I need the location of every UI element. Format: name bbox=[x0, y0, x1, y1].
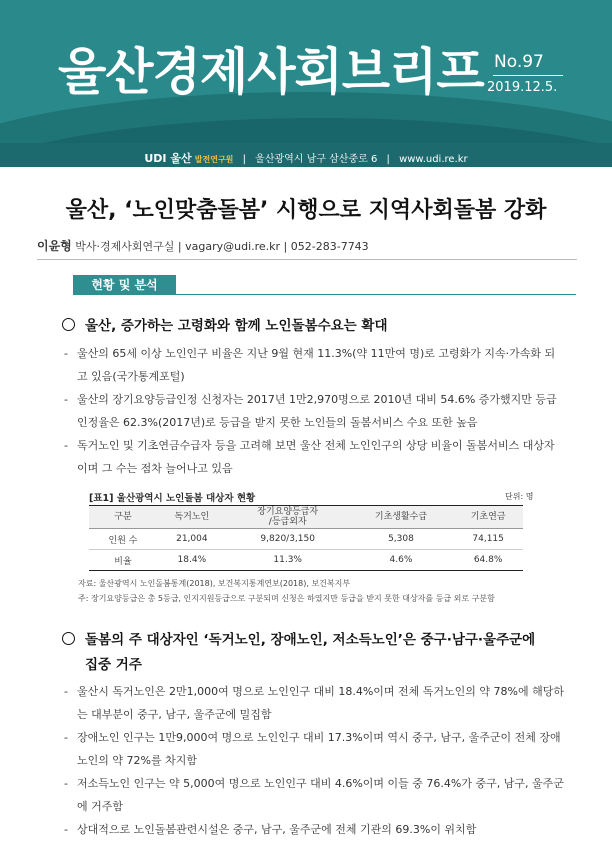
table-header-cell: 기초연금 bbox=[453, 506, 523, 529]
header-info-line bbox=[0, 150, 612, 166]
header-banner bbox=[0, 0, 612, 167]
table-cell: 4.6% bbox=[349, 550, 454, 571]
list-item: - 울산시 독거노인은 2만1,000여 명으로 노인인구 대비 18.4%이며 전체 독거노인의 약 78%에 해당하는 대부분이 중구, 남구, 울주군에 밀집함 bbox=[64, 685, 565, 721]
address-text: 울산광역시 남구 삼산중로 6 bbox=[255, 154, 378, 165]
table-header-cell: 장기요양등급자 /등급외자 bbox=[227, 506, 349, 529]
table-header-cell: 기초생활수급 bbox=[349, 506, 454, 529]
table-unit: 단위: 명 bbox=[505, 492, 534, 501]
circle-bullet-icon bbox=[62, 632, 75, 645]
table-row bbox=[89, 529, 523, 550]
list-item: - 상대적으로 노인돌봄관련시설은 중구, 남구, 울주군에 전체 기관의 69.3%이 위치함 bbox=[64, 823, 477, 836]
list-item: - 장애노인 인구는 1만9,000여 명으로 노인인구 대비 17.3%이며 역시 중구, 남구, 울주군이 전체 장애노인의 약 72%를 차지함 bbox=[64, 731, 561, 767]
section-tag: 현황 및 분석 bbox=[73, 275, 176, 295]
table-cell: 18.4% bbox=[157, 550, 227, 571]
separator: | bbox=[242, 154, 246, 165]
title-divider bbox=[37, 259, 577, 260]
udi-logo: UDI 울산 bbox=[144, 152, 192, 165]
website-link[interactable]: www.udi.re.kr bbox=[399, 154, 468, 165]
separator: | bbox=[386, 154, 390, 165]
table-header-row bbox=[89, 506, 523, 529]
table-row bbox=[89, 550, 523, 571]
elderly-care-table bbox=[89, 505, 523, 571]
section2-heading: 돌봄의 주 대상자인 ‘독거노인, 장애노인, 저소득노인’은 중구·남구·울주군에 집중 거주 bbox=[62, 628, 582, 673]
table-cell: 11.3% bbox=[227, 550, 349, 571]
table-cell: 비율 bbox=[89, 550, 157, 571]
section-tag-line bbox=[176, 294, 576, 295]
author-line bbox=[37, 237, 369, 254]
table-cell: 9,820/3,150 bbox=[227, 529, 349, 550]
table-header-cell: 독거노인 bbox=[157, 506, 227, 529]
circle-bullet-icon bbox=[62, 318, 75, 331]
table-cell: 74,115 bbox=[453, 529, 523, 550]
table-cell: 21,004 bbox=[157, 529, 227, 550]
table-cell: 64.8% bbox=[453, 550, 523, 571]
author-info: 박사·경제사회연구실 | vagary@udi.re.kr | 052-283-7743 bbox=[75, 240, 369, 253]
section1-heading: 울산, 증가하는 고령화와 함께 노인돌봄수요는 확대 bbox=[62, 314, 388, 334]
table-source: 자료: 울산광역시 노인돌봄통계(2018), 보건복지통계연보(2018), 보건복지부 bbox=[78, 579, 351, 588]
author-name: 이윤형 bbox=[37, 239, 72, 253]
issue-divider bbox=[493, 75, 563, 76]
table-footnote: 주: 장기요양등급은 총 5등급, 인지지원등급으로 구분되며 신청은 하였지만 등급을 받지 못한 대상자를 등급 외로 구분함 bbox=[78, 594, 495, 603]
issue-date: 2019.12.5. bbox=[487, 80, 558, 95]
publication-title: 울산경제사회브리프 bbox=[58, 43, 484, 101]
list-item: - 울산의 장기요양등급인정 신청자는 2017년 1만2,970명으로 2010년 대비 54.6% 증가했지만 등급 인정율은 62.3%(2017년)로 등급을 받지 못한 노인들의 돌봄서비스 수요 또한 높음 bbox=[64, 393, 557, 429]
udi-logo-sub: 발전연구원 bbox=[194, 155, 234, 164]
table-cell: 5,308 bbox=[349, 529, 454, 550]
article-title: 울산, ‘노인맞춤돌봄’ 시행으로 지역사회돌봄 강화 bbox=[65, 198, 547, 223]
issue-number: No.97 bbox=[494, 52, 544, 72]
table-cell: 인원 수 bbox=[89, 529, 157, 550]
list-item: - 울산의 65세 이상 노인인구 비율은 지난 9월 현재 11.3%(약 11만여 명)로 고령화가 지속·가속화 되고 있음(국가통계포털) bbox=[64, 347, 556, 383]
table-header-cell: 구분 bbox=[89, 506, 157, 529]
list-item: - 독거노인 및 기초연금수급자 등을 고려해 보면 울산 전체 노인인구의 상당 비율이 돌봄서비스 대상자이며 그 수는 점차 늘어나고 있음 bbox=[64, 439, 555, 475]
list-item: - 저소득노인 인구는 약 5,000여 명으로 노인인구 대비 4.6%이며 이들 중 76.4%가 중구, 남구, 울주군에 거주함 bbox=[64, 777, 564, 813]
table-title: [표1] 울산광역시 노인돌봄 대상자 현황 bbox=[89, 493, 256, 504]
